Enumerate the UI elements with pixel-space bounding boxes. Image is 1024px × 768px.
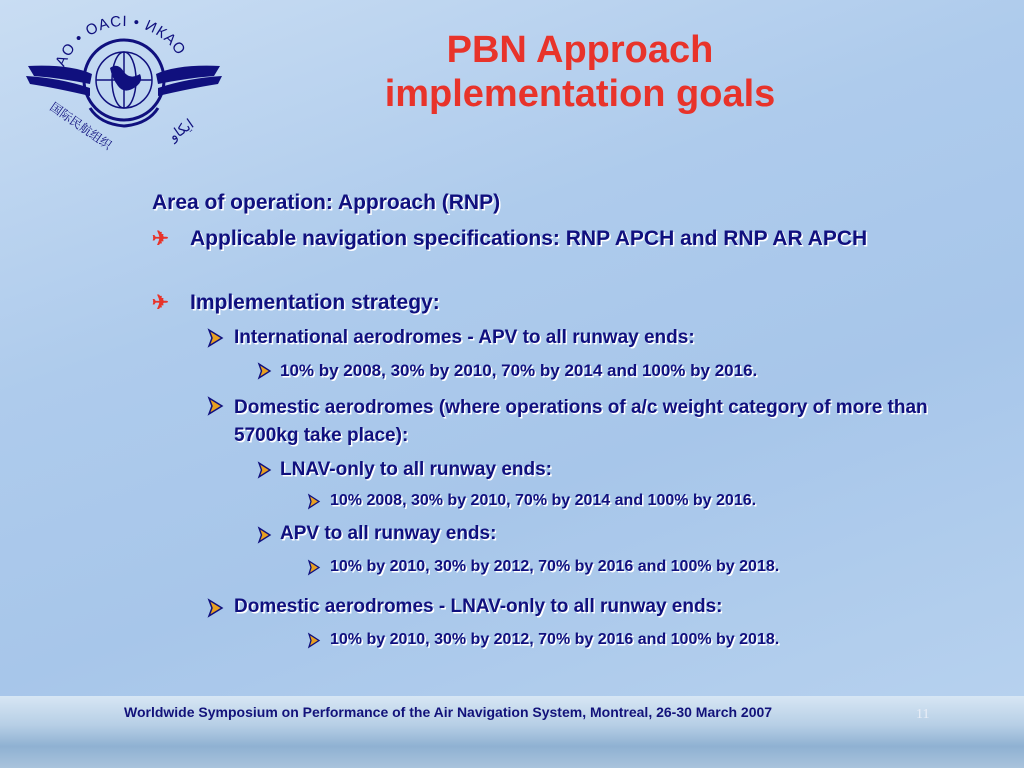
strategy-item: Implementation strategy: bbox=[190, 291, 440, 314]
chevron-bullet-icon bbox=[307, 632, 322, 649]
slide-title bbox=[330, 28, 830, 116]
slide-title-line-1: PBN Approach bbox=[446, 29, 714, 71]
logo-arabic-text: ايكاو bbox=[166, 116, 197, 145]
intl-aerodromes-item: International aerodromes - APV to all runway ends: bbox=[234, 327, 695, 348]
apv-item: APV to all runway ends: bbox=[280, 523, 497, 544]
area-heading: Area of operation: Approach (RNP) bbox=[152, 191, 501, 214]
lnav-item: LNAV-only to all runway ends: bbox=[280, 459, 553, 480]
chevron-bullet-icon bbox=[307, 493, 322, 510]
logo-ring-text: ICAO • OACI • ИКАО bbox=[47, 12, 190, 85]
logo-chinese-text: 国际民航组织 bbox=[47, 99, 115, 153]
footer-text: Worldwide Symposium on Performance of the Air Navigation System, Montreal, 26-30 March 2007 bbox=[124, 704, 773, 720]
domestic-aerodromes-item: Domestic aerodromes (where operations of a/c weight category of more than 5700kg take place): bbox=[234, 397, 928, 446]
chevron-bullet-icon bbox=[207, 396, 225, 416]
intl-targets-item: 10% by 2008, 30% by 2010, 70% by 2014 and 100% by 2016. bbox=[280, 361, 758, 380]
chevron-bullet-icon bbox=[257, 461, 273, 479]
slide-title-line-2: implementation goals bbox=[384, 73, 776, 115]
page-number: 11 bbox=[916, 707, 930, 722]
plane-bullet-icon: ✈ bbox=[152, 292, 169, 314]
icao-emblem-icon bbox=[20, 4, 230, 164]
plane-bullet-icon: ✈ bbox=[152, 228, 169, 250]
chevron-bullet-icon bbox=[307, 559, 322, 576]
domestic-lnav-targets-item: 10% by 2010, 30% by 2012, 70% by 2016 and 100% by 2018. bbox=[330, 631, 780, 648]
chevron-bullet-icon bbox=[257, 526, 273, 544]
domestic-lnav-item: Domestic aerodromes - LNAV-only to all runway ends: bbox=[234, 596, 723, 617]
chevron-bullet-icon bbox=[257, 362, 273, 380]
chevron-bullet-icon bbox=[207, 598, 225, 618]
chevron-bullet-icon bbox=[207, 328, 225, 348]
nav-specs-item: Applicable navigation specifications: RNP APCH and RNP AR APCH bbox=[190, 227, 868, 250]
lnav-targets-item: 10% 2008, 30% by 2010, 70% by 2014 and 100% by 2016. bbox=[330, 492, 757, 509]
apv-targets-item: 10% by 2010, 30% by 2012, 70% by 2016 and 100% by 2018. bbox=[330, 558, 780, 575]
